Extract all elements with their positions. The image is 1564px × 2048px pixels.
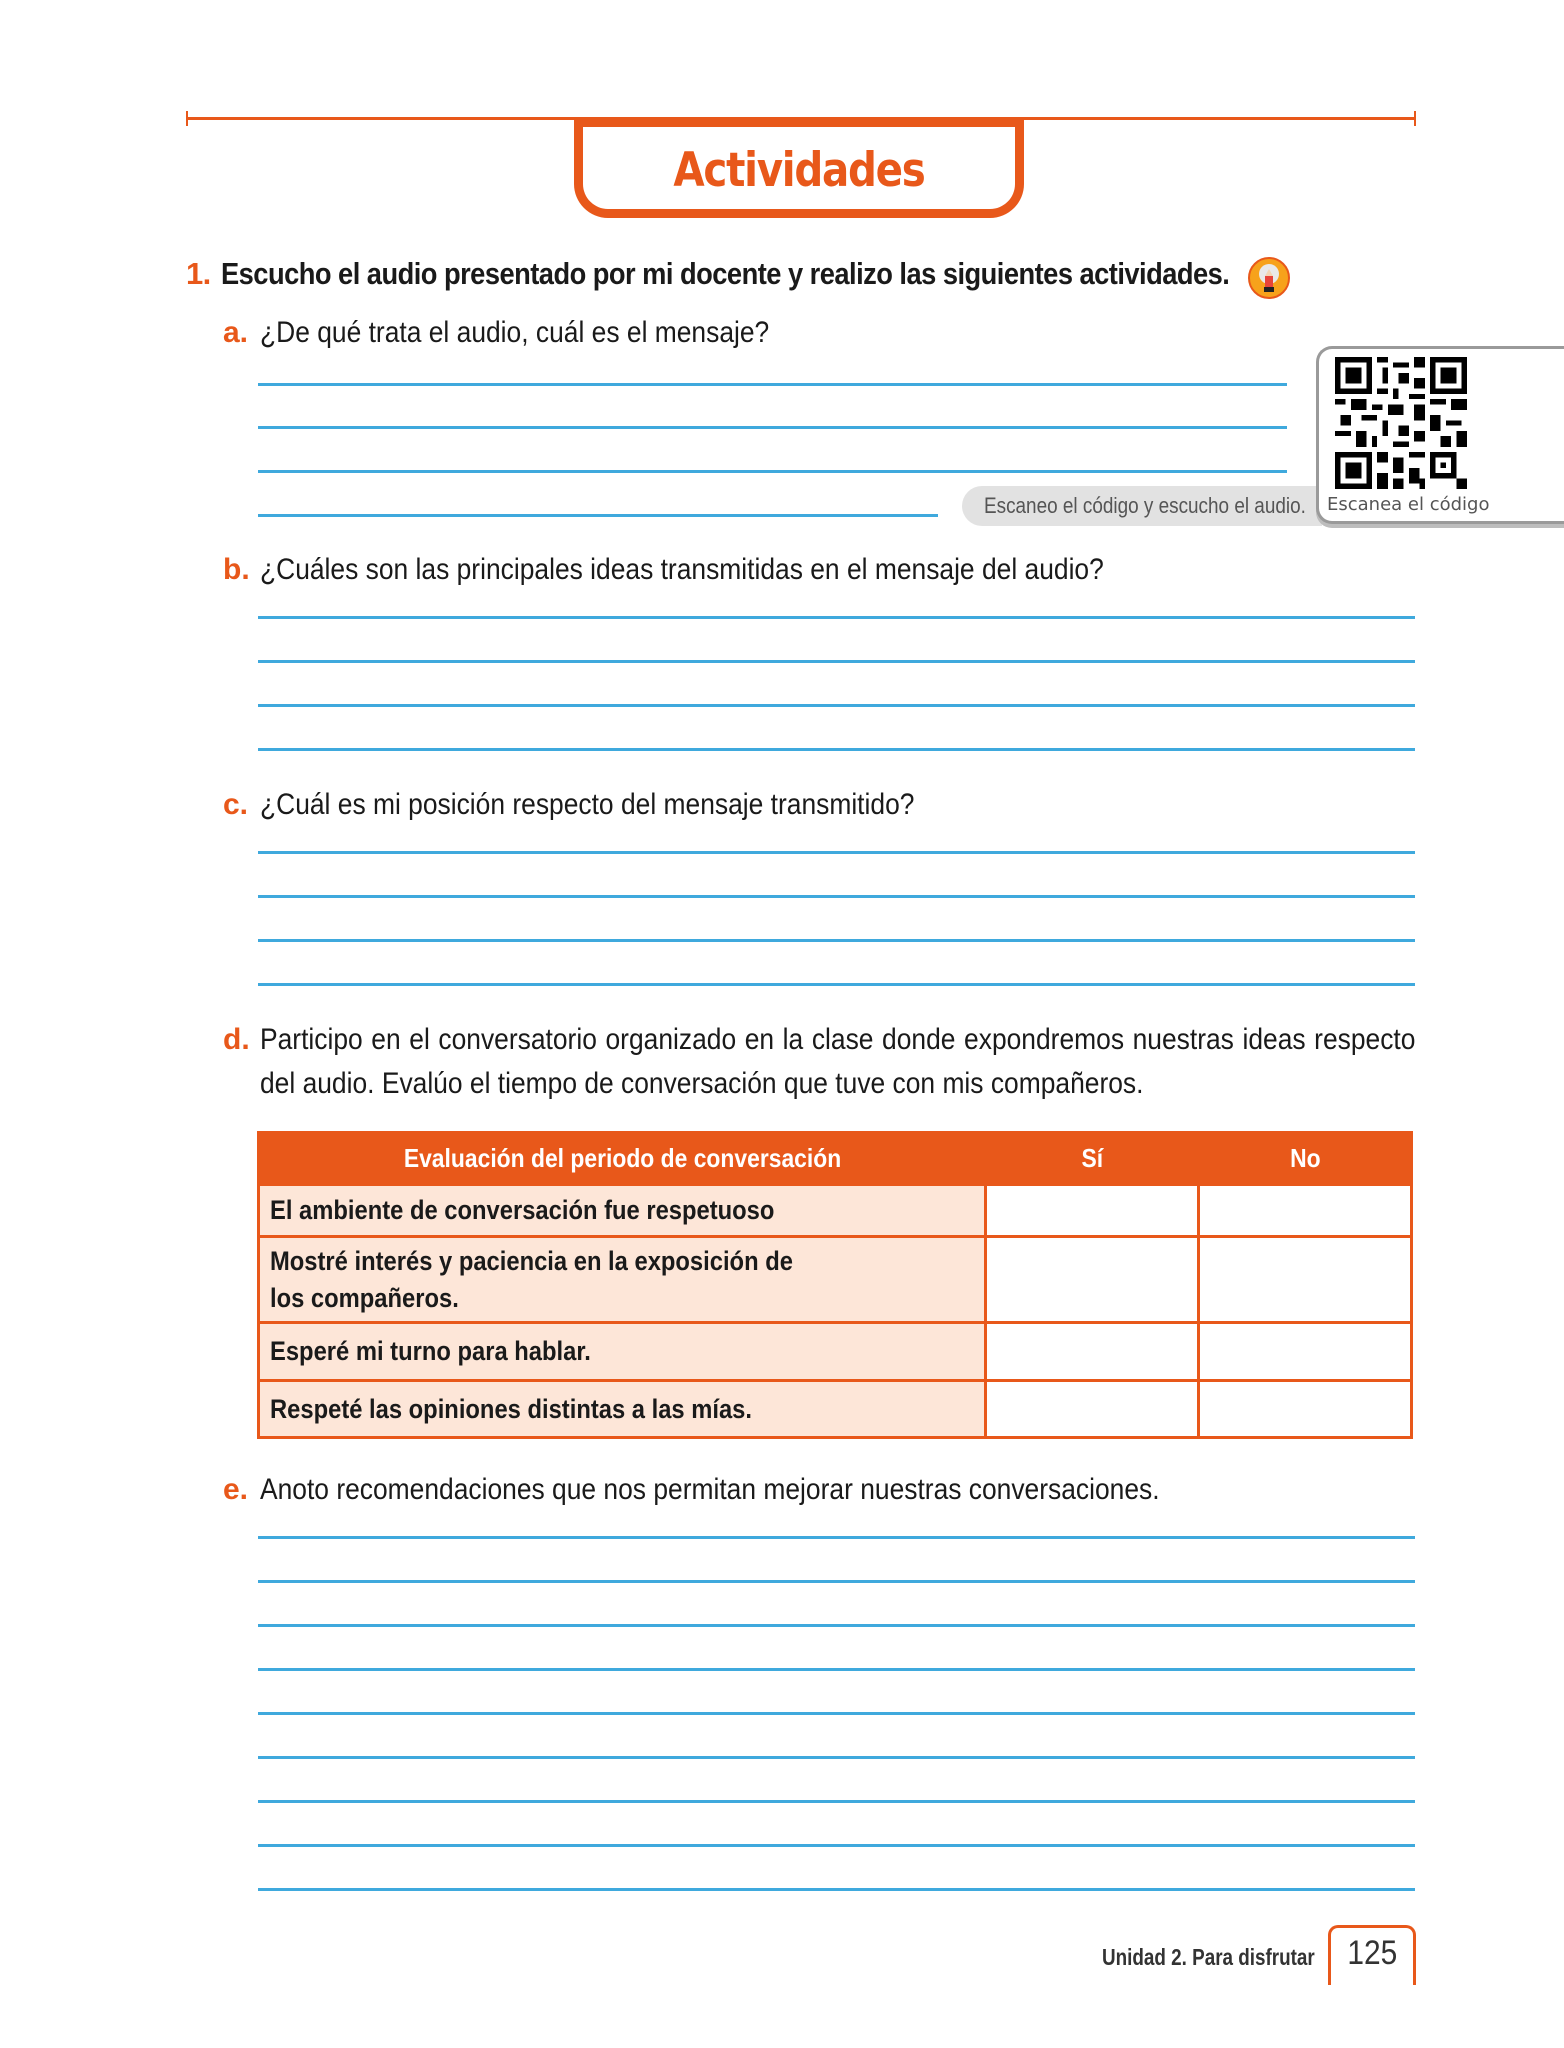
question-d — [223, 1018, 1415, 1106]
audio-hint-pill — [962, 486, 1322, 526]
answer-line-e-2[interactable] — [258, 1580, 1415, 1583]
section-title-tab — [574, 117, 1024, 218]
question-d-text: Participo en el conversatorio organizado en la clase donde expondremos nuestras ideas respecto del audio. Evalúo el tiempo de conversación que tuve con mis compañeros. — [260, 1023, 1416, 1100]
table-row — [259, 1185, 1412, 1237]
activity-number: 1. — [186, 256, 211, 291]
answer-line-c-4[interactable] — [258, 983, 1415, 986]
answer-line-e-7[interactable] — [258, 1800, 1415, 1803]
no-checkbox-cell[interactable] — [1199, 1237, 1412, 1323]
answer-line-e-6[interactable] — [258, 1756, 1415, 1759]
answer-line-a-4[interactable] — [258, 514, 938, 517]
question-a — [223, 316, 839, 350]
no-checkbox-cell[interactable] — [1199, 1323, 1412, 1381]
page-number: 125 — [1347, 1934, 1397, 1972]
question-c-text: ¿Cuál es mi posición respecto del mensaje transmitido? — [260, 788, 915, 821]
header-no: No — [1199, 1133, 1412, 1185]
answer-line-a-3[interactable] — [258, 470, 1287, 473]
criterion-cell: El ambiente de conversación fue respetuoso — [259, 1185, 986, 1237]
question-a-text: ¿De qué trata el audio, cuál es el mensaje? — [260, 316, 770, 349]
answer-line-c-3[interactable] — [258, 939, 1415, 942]
answer-line-a-2[interactable] — [258, 426, 1287, 429]
table-row — [259, 1237, 1412, 1323]
question-c — [223, 788, 1004, 822]
table-row — [259, 1323, 1412, 1381]
answer-line-c-1[interactable] — [258, 851, 1415, 854]
question-c-letter: c. — [223, 788, 249, 821]
audio-hint-text: Escaneo el código y escucho el audio. — [984, 493, 1306, 518]
question-d-letter: d. — [223, 1023, 250, 1056]
answer-line-e-5[interactable] — [258, 1712, 1415, 1715]
answer-line-e-3[interactable] — [258, 1624, 1415, 1627]
qr-card[interactable] — [1316, 346, 1564, 524]
criterion-cell: Esperé mi turno para hablar. — [259, 1323, 986, 1381]
page-number-tab — [1328, 1925, 1416, 1985]
no-checkbox-cell[interactable] — [1199, 1185, 1412, 1237]
lightbulb-pencil-icon — [1247, 256, 1291, 300]
criterion-cell: Mostré interés y paciencia en la exposición de los compañeros. — [259, 1237, 986, 1323]
answer-line-b-4[interactable] — [258, 748, 1415, 751]
yes-checkbox-cell[interactable] — [986, 1185, 1199, 1237]
yes-checkbox-cell[interactable] — [986, 1237, 1199, 1323]
answer-line-e-1[interactable] — [258, 1536, 1415, 1539]
answer-line-b-1[interactable] — [258, 616, 1415, 619]
qr-code-icon — [1335, 357, 1467, 489]
evaluation-table — [257, 1131, 1413, 1439]
answer-line-e-9[interactable] — [258, 1888, 1415, 1891]
question-e-letter: e. — [223, 1473, 249, 1506]
answer-line-c-2[interactable] — [258, 895, 1415, 898]
yes-checkbox-cell[interactable] — [986, 1381, 1199, 1438]
yes-checkbox-cell[interactable] — [986, 1323, 1199, 1381]
question-a-letter: a. — [223, 316, 249, 349]
activity-instruction — [186, 256, 1367, 292]
section-title: Actividades — [673, 142, 925, 198]
table-row — [259, 1381, 1412, 1438]
answer-line-b-2[interactable] — [258, 660, 1415, 663]
criterion-cell: Respeté las opiniones distintas a las mías. — [259, 1381, 986, 1438]
header-yes: Sí — [986, 1133, 1199, 1185]
answer-line-e-4[interactable] — [258, 1668, 1415, 1671]
footer-unit-label: Unidad 2. Para disfrutar — [1102, 1944, 1315, 1970]
question-b-letter: b. — [223, 553, 250, 586]
answer-line-e-8[interactable] — [258, 1844, 1415, 1847]
no-checkbox-cell[interactable] — [1199, 1381, 1412, 1438]
activity-text: Escucho el audio presentado por mi docente y realizo las siguientes actividades. — [220, 256, 1230, 291]
evaluation-table-header — [259, 1133, 1412, 1185]
question-e-text: Anoto recomendaciones que nos permitan mejorar nuestras conversaciones. — [260, 1473, 1160, 1506]
header-criterion: Evaluación del periodo de conversación — [259, 1133, 986, 1185]
answer-line-a-1[interactable] — [258, 383, 1287, 386]
question-e — [223, 1473, 1282, 1507]
question-b — [223, 553, 1219, 587]
answer-line-b-3[interactable] — [258, 704, 1415, 707]
question-b-text: ¿Cuáles son las principales ideas transmitidas en el mensaje del audio? — [260, 553, 1104, 586]
qr-caption: Escanea el código — [1327, 494, 1490, 515]
